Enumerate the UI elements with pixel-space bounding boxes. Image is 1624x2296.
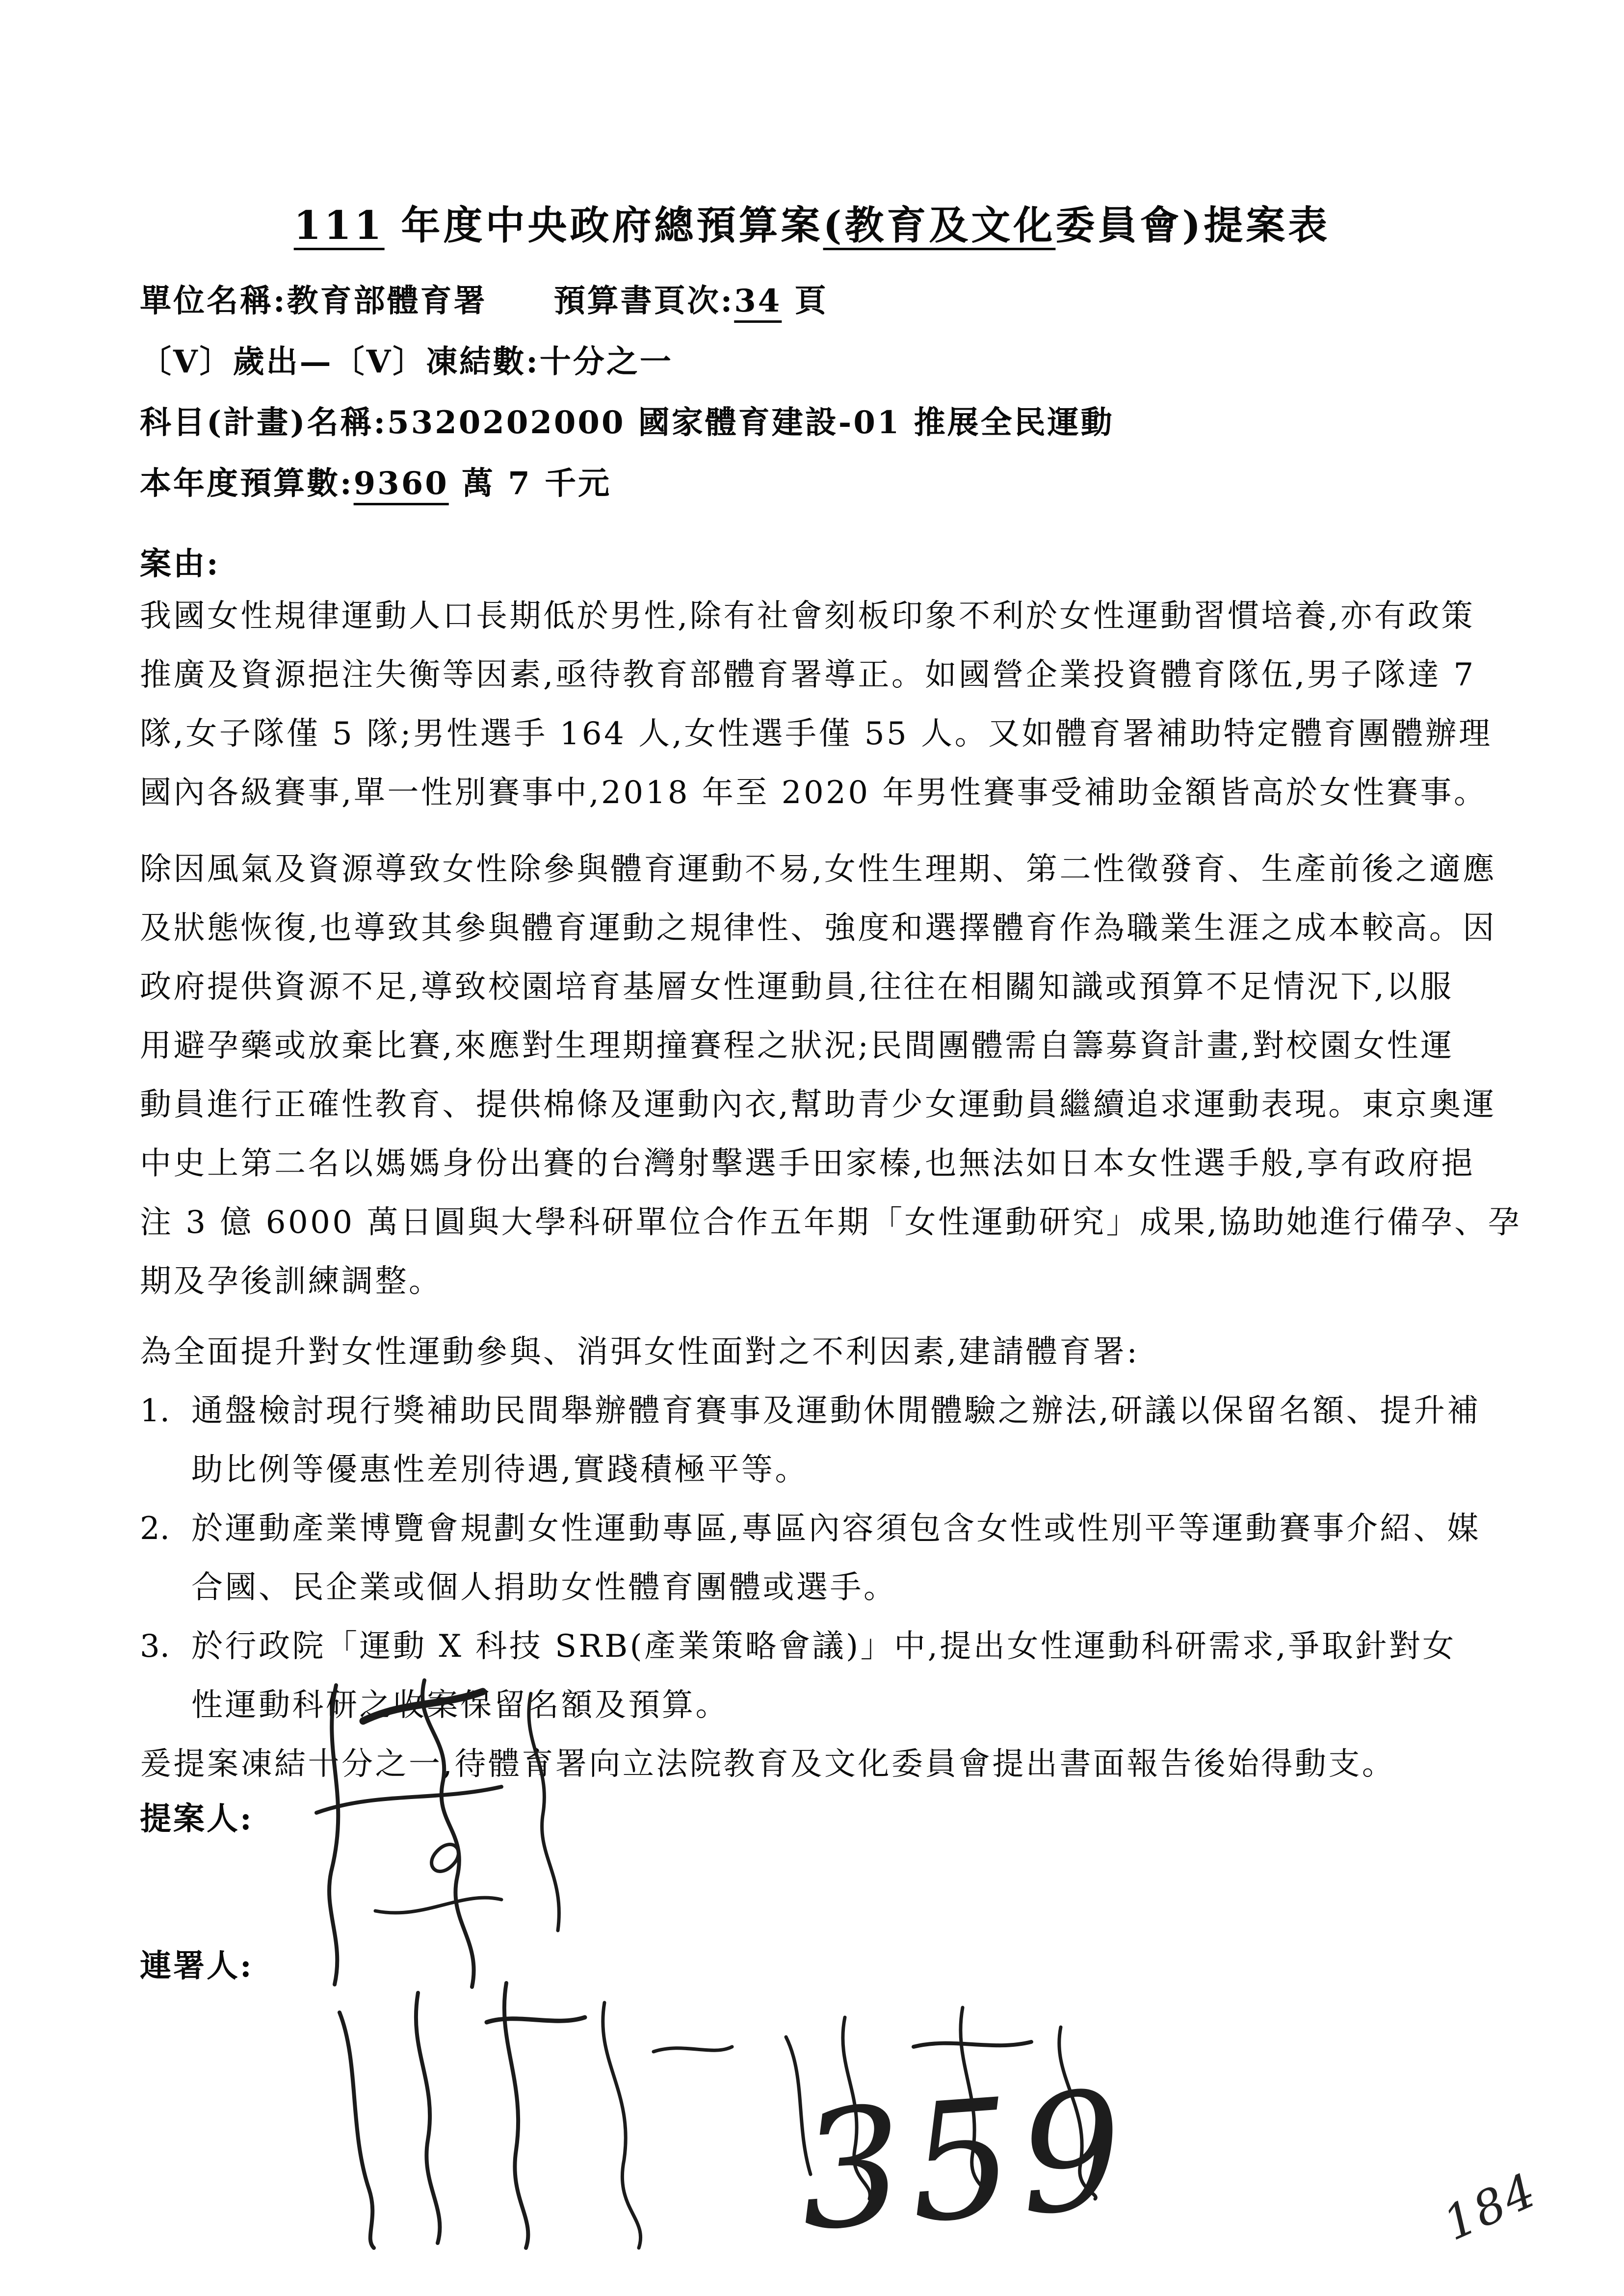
text-line: 除因風氣及資源導致女性除參與體育運動不易,女性生理期、第二性徵發育、生產前後之適應 <box>140 851 1496 887</box>
corner-page-number: 184 <box>1435 2162 1545 2251</box>
meta-line <box>140 392 1514 453</box>
text-segment: 本年度預算數: <box>140 465 354 502</box>
text-line: 中史上第二名以媽媽身份出賽的台灣射擊選手田家榛,也無法如日本女性選手般,享有政府挹 <box>140 1146 1475 1182</box>
list-item: 1. 通盤檢討現行獎補助民間舉辦體育賽事及運動休閒體驗之辦法,研議以保留名額、提升補 <box>140 1382 1514 1440</box>
text-line: 政府提供資源不足,導致校園培育基層女性運動員,往往在相關知識或預算不足情況下,以服 <box>140 969 1454 1005</box>
text-line: 國內各級賽事,單一性別賽事中,2018 年至 2020 年男性賽事受補助金額皆高於女性賽事。 <box>140 775 1488 811</box>
meta-line <box>140 332 1514 392</box>
list-item-number: 2. <box>140 1511 170 1547</box>
text-line: 為全面提升對女性運動參與、消弭女性面對之不利因素,建請體育署: <box>140 1334 1140 1370</box>
list-item: 3. 於行政院「運動 X 科技 SRB(產業策略會議)」中,提出女性運動科研需求,爭取針對女 <box>140 1617 1514 1676</box>
list-item-continuation: 合國、民企業或個人捐助女性體育團體或選手。 <box>191 1569 897 1606</box>
text-segment: 科目(計畫)名稱:5320202000 國家體育建設-01 推展全民運動 <box>140 404 1114 441</box>
text-line: 隊,女子隊僅 5 隊;男性選手 164 人,女性選手僅 55 人。又如體育署補助特定體育團體辦理 <box>140 716 1493 752</box>
case-paragraph-2 <box>140 840 1522 1311</box>
text-line: 注 3 億 6000 萬日圓與大學科研單位合作五年期「女性運動研究」成果,協助她進行備孕、孕 <box>140 1204 1522 1241</box>
list-item-continuation: 性運動科研之收案保留名額及預算。 <box>191 1687 729 1723</box>
proposal-intro <box>140 1323 1139 1382</box>
text-segment: 單位名稱:教育部體育署 預算書頁次: <box>140 283 734 319</box>
text-line: 推廣及資源挹注失衡等因素,亟待教育部體育署導正。如國營企業投資體育隊伍,男子隊達 7 <box>140 657 1476 693</box>
text-segment: (教育及文化 <box>823 202 1056 248</box>
list-item: 2. 於運動產業博覽會規劃女性運動專區,專區內容須包含女性或性別平等運動賽事介紹、媒 <box>140 1499 1514 1558</box>
case-paragraph-1 <box>140 587 1514 822</box>
page-title <box>0 194 1624 250</box>
cosigner-signature-1 <box>309 1953 751 2257</box>
text-segment: 34 <box>734 283 782 319</box>
list-item-number: 3. <box>140 1628 170 1665</box>
case-heading: 案由: <box>140 546 220 582</box>
text-line: 期及孕後訓練調整。 <box>140 1263 443 1300</box>
cosigner-label: 連署人: <box>140 1948 254 1984</box>
text-segment: 萬 7 千元 <box>448 465 612 502</box>
text-line: 爰提案凍結十分之一,待體育署向立法院教育及文化委員會提出書面報告後始得動支。 <box>140 1746 1396 1782</box>
handwritten-page-stamp: 359 <box>793 2056 1136 2267</box>
list-item-number: 1. <box>140 1393 170 1429</box>
meta-line <box>140 453 1514 514</box>
text-segment: 111 <box>293 202 385 248</box>
text-line: 動員進行正確性教育、提供棉條及運動內衣,幫助青少女運動員繼續追求運動表現。東京奧運 <box>140 1087 1496 1123</box>
text-segment: 〔V〕歲出—〔V〕凍結數:十分之一 <box>140 343 673 380</box>
meta-line <box>140 271 1514 332</box>
text-segment: 委員會)提案表 <box>1055 202 1331 248</box>
text-line: 及狀態恢復,也導致其參與體育運動之規律性、強度和選擇體育作為職業生涯之成本較高。因 <box>140 910 1496 946</box>
proposer-label: 提案人: <box>140 1800 254 1837</box>
header-meta-block <box>140 271 1514 514</box>
text-segment: 9360 <box>353 465 449 502</box>
text-line: 我國女性規律運動人口長期低於男性,除有社會刻板印象不利於女性運動習慣培養,亦有政策 <box>140 598 1475 634</box>
text-line: 用避孕藥或放棄比賽,來應對生理期撞賽程之狀況;民間團體需自籌募資計畫,對校園女性運 <box>140 1028 1454 1064</box>
text-segment: 年度中央政府總預算案 <box>384 202 823 248</box>
text-segment: 頁 <box>782 283 828 319</box>
list-item-continuation: 助比例等優惠性差別待遇,實踐積極平等。 <box>191 1452 809 1488</box>
